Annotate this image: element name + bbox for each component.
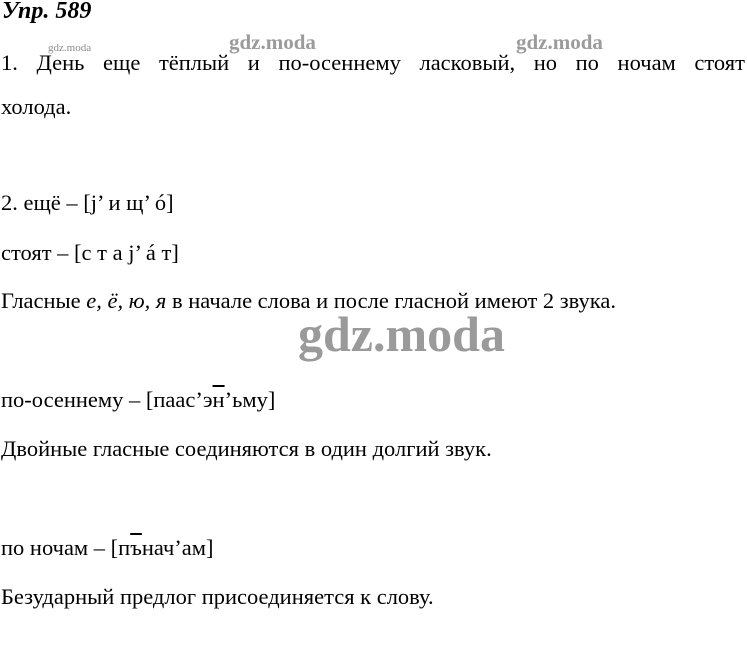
sentence-word: День [36,50,85,75]
sentence-word: по-осеннему [278,50,401,75]
sentence-word: по [575,50,599,75]
transcription-po-osennemu [1,387,275,413]
rule-preposition: Безударный предлог присоединяется к слову. [1,584,434,609]
sentence-word: стоят [694,50,745,75]
watermark-small-right: gdz.moda [516,30,603,54]
rule-double-consonants: Двойные гласные соединяются в один долгий звук. [1,436,492,461]
sentence-line-2: холода. [1,94,72,119]
sentence-word: и [247,50,260,75]
transcription-stoyat: стоят – [с т а j’ á т] [1,240,179,265]
transcription-part: нач’ам] [141,535,214,560]
transcription-po-nocham [1,535,214,561]
watermark-big: gdz.moda [298,306,505,362]
transcription-eshche: 2. ещё – [j’ и щ’ ó] [1,190,174,215]
sentence-word: еще [103,50,141,75]
sentence-word: ласковый, [419,50,516,75]
sentence-line-1 [1,50,745,76]
exercise-title: Упр. 589 [2,0,92,24]
rule-vowels-letters: е, ё, ю, я [86,288,167,313]
sentence-word: но [533,50,558,75]
watermark-small-left: gdz.moda [229,30,316,54]
sentence-word: 1. [1,50,18,75]
transcription-part: по-осеннему – [паас’э [1,387,213,412]
transcription-long-sound: н [212,387,225,412]
sentence-word: ночам [617,50,676,75]
transcription-part: ’ьму] [224,387,276,412]
watermark-tiny: gdz.moda [48,42,92,54]
transcription-part: по ночам – [п [1,535,131,560]
rule-vowels-suffix: в начале слова и после гласной имеют 2 звука. [166,288,616,313]
transcription-reduced-vowel: ъ [130,535,142,560]
rule-vowels-prefix: Гласные [1,288,87,313]
sentence-word: тёплый [158,50,230,75]
